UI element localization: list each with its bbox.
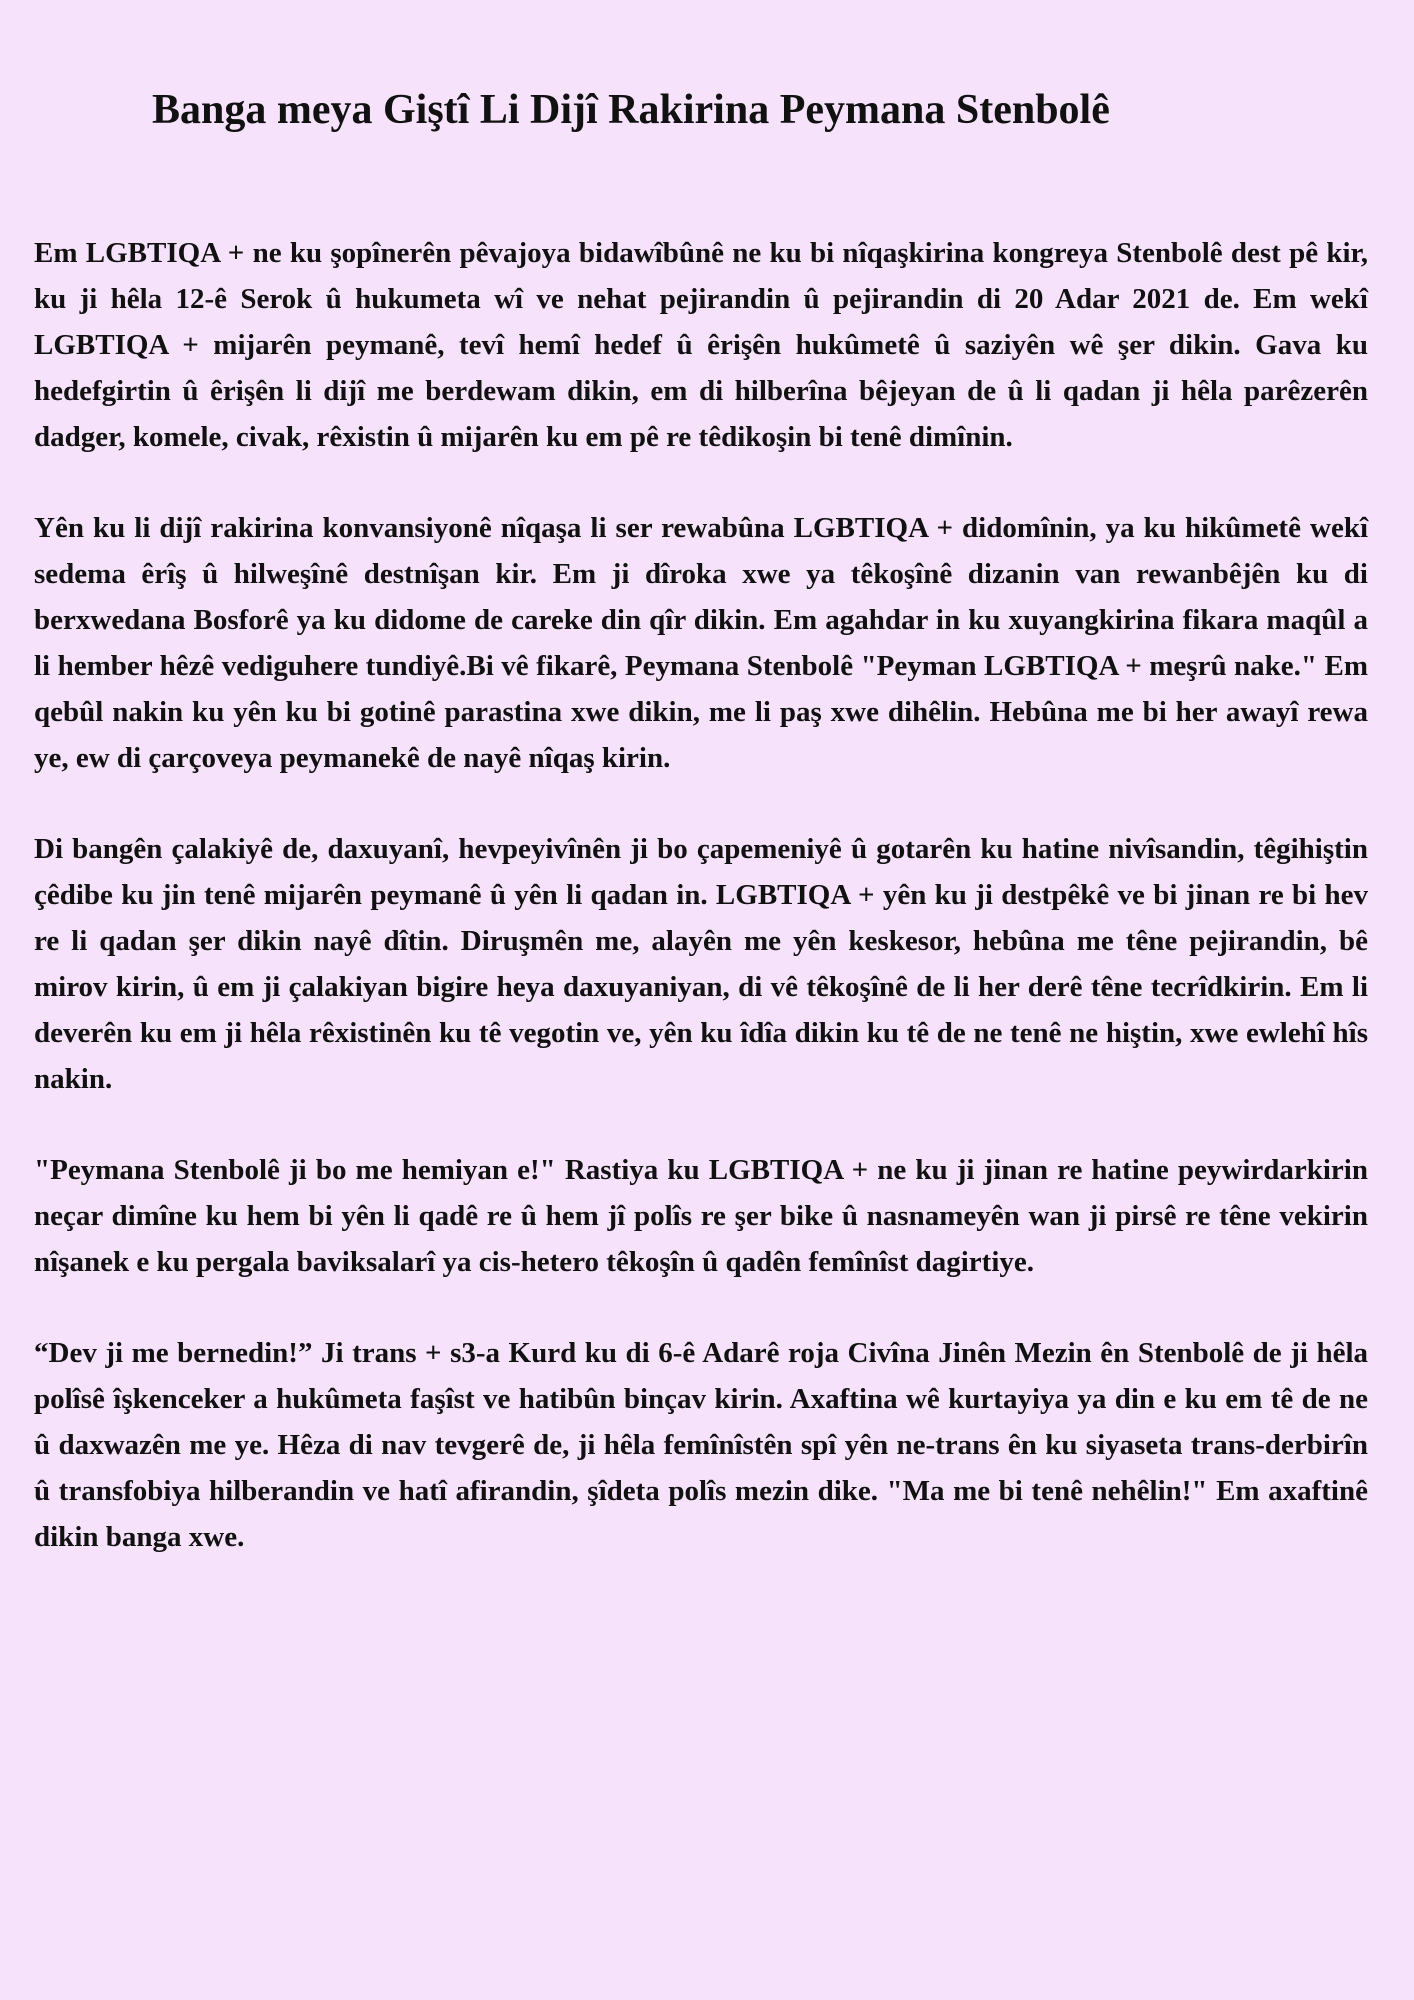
paragraph-4: "Peymana Stenbolê ji bo me hemiyan e!" Rastiya ku LGBTIQA + ne ku ji jinan re hatine peywirdarkirin neçar dimîne ku hem bi yên li qadê re û hem jî polîs re şer bike û nasnameyên wan ji pirsê re têne vekirin nîşanek e ku pergala baviksalarî ya cis-hetero têkoşîn û qadên femînîst dagirtiye. bbox=[34, 1154, 1368, 1278]
document-body bbox=[34, 230, 1368, 1560]
paragraph-2: Yên ku li dijî rakirina konvansiyonê nîqaşa li ser rewabûna LGBTIQA + didomînin, ya ku hikûmetê wekî sedema êrîş û hilweşînê destnîşan kir. Em ji dîroka xwe ya têkoşînê dizanin van rewanbêjên ku di berxwedana Bosforê ya ku didome de careke din qîr dikin. Em agahdar in ku xuyangkirina fikara maqûl a li hember hêzê vediguhere tundiyê.Bi vê fikarê, Peymana Stenbolê "Peyman LGBTIQA + meşrû nake." Em qebûl nakin ku yên ku bi gotinê parastina xwe dikin, me li paş xwe dihêlin. Hebûna me bi her awayî rewa ye, ew di çarçoveya peymanekê de nayê nîqaş kirin. bbox=[34, 512, 1368, 774]
paragraph-3: Di bangên çalakiyê de, daxuyanî, hevpeyivînên ji bo çapemeniyê û gotarên ku hatine nivîsandin, têgihiştin çêdibe ku jin tenê mijarên peymanê û yên li qadan in. LGBTIQA + yên ku ji destpêkê ve bi jinan re bi hev re li qadan şer dikin nayê dîtin. Diruşmên me, alayên me yên keskesor, hebûna me têne pejirandin, bê mirov kirin, û em ji çalakiyan bigire heya daxuyaniyan, di vê têkoşînê de li her derê têne tecrîdkirin. Em li deverên ku em ji hêla rêxistinên ku tê vegotin ve, yên ku îdîa dikin ku tê de ne tenê ne hiştin, xwe ewlehî hîs nakin. bbox=[34, 833, 1368, 1095]
paragraph-5: “Dev ji me bernedin!” Ji trans + s3-a Kurd ku di 6-ê Adarê roja Civîna Jinên Mezin ên Stenbolê de ji hêla polîsê îşkenceker a hukûmeta faşîst ve hatibûn binçav kirin. Axaftina wê kurtayiya ya din e ku em tê de ne û daxwazên me ye. Hêza di nav tevgerê de, ji hêla femînîstên spî yên ne-trans ên ku siyaseta trans-derbirîn û transfobiya hilberandin ve hatî afirandin, şîdeta polîs mezin dike. "Ma me bi tenê nehêlin!" Em axaftinê dikin banga xwe. bbox=[34, 1337, 1368, 1553]
document-title: Banga meya Giştî Li Dijî Rakirina Peymana Stenbolê bbox=[152, 87, 1110, 133]
paragraph-1: Em LGBTIQA + ne ku şopînerên pêvajoya bidawîbûnê ne ku bi nîqaşkirina kongreya Stenbolê dest pê kir, ku ji hêla 12-ê Serok û hukumeta wî ve nehat pejirandin û pejirandin di 20 Adar 2021 de. Em wekî LGBTIQA + mijarên peymanê, tevî hemî hedef û êrişên hukûmetê û saziyên wê şer dikin. Gava ku hedefgirtin û êrişên li dijî me berdewam dikin, em di hilberîna bêjeyan de û li qadan ji hêla parêzerên dadger, komele, civak, rêxistin û mijarên ku em pê re têdikoşin bi tenê dimînin. bbox=[34, 237, 1368, 453]
